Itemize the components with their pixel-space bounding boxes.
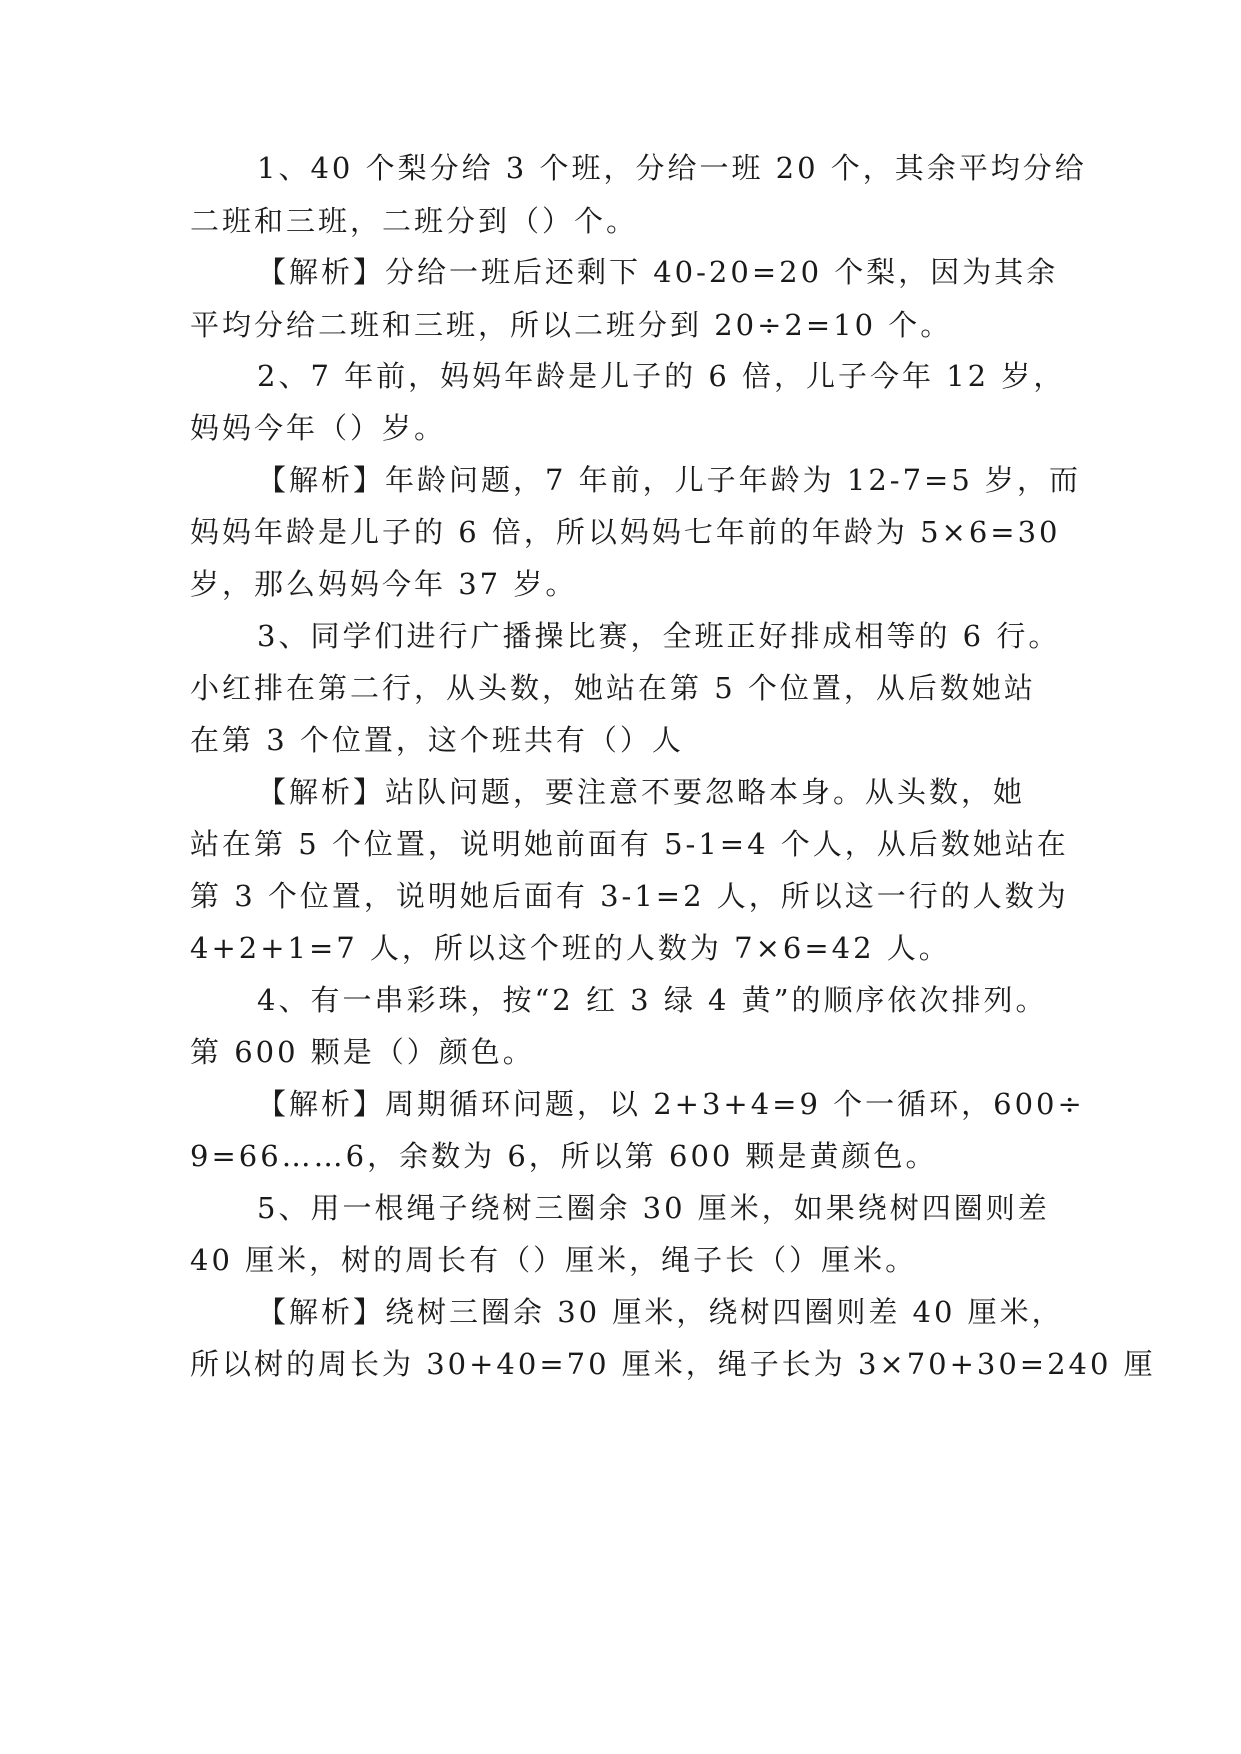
q3-line-3: 在第 3 个位置，这个班共有（）人 — [190, 723, 684, 757]
q4-analysis-line-1: 【解析】周期循环问题，以 2+3+4=9 个一循环，600÷ — [257, 1087, 1085, 1121]
q4-analysis-line-2: 9=66……6，余数为 6，所以第 600 颗是黄颜色。 — [190, 1139, 938, 1173]
q3-analysis-line-2: 站在第 5 个位置，说明她前面有 5-1=4 个人，从后数她站在 — [190, 827, 1069, 861]
q1-line-1: 1、40 个梨分给 3 个班，分给一班 20 个，其余平均分给 — [257, 151, 1087, 185]
q2-analysis-line-3: 岁，那么妈妈今年 37 岁。 — [190, 567, 578, 601]
q3-line-2: 小红排在第二行，从头数，她站在第 5 个位置，从后数她站 — [190, 671, 1036, 705]
q3-analysis-line-4: 4+2+1=7 人，所以这个班的人数为 7×6=42 人。 — [190, 931, 951, 965]
q5-analysis-line-1: 【解析】绕树三圈余 30 厘米，绕树四圈则差 40 厘米， — [257, 1295, 1064, 1329]
q3-line-1: 3、同学们进行广播操比赛，全班正好排成相等的 6 行。 — [257, 619, 1061, 653]
q2-line-2: 妈妈今年（）岁。 — [190, 411, 447, 445]
q2-analysis-line-2: 妈妈年龄是儿子的 6 倍，所以妈妈七年前的年龄为 5×6=30 — [190, 515, 1061, 549]
q1-analysis-line-1: 【解析】分给一班后还剩下 40-20=20 个梨，因为其余 — [257, 255, 1059, 289]
q1-analysis-line-2: 平均分给二班和三班，所以二班分到 20÷2=10 个。 — [190, 308, 953, 342]
q2-line-1: 2、7 年前，妈妈年龄是儿子的 6 倍，儿子今年 12 岁， — [257, 359, 1066, 393]
q5-analysis-line-2: 所以树的周长为 30+40=70 厘米，绳子长为 3×70+30=240 厘 — [190, 1347, 1156, 1381]
q5-line-2: 40 厘米，树的周长有（）厘米，绳子长（）厘米。 — [190, 1243, 918, 1277]
q5-line-1: 5、用一根绳子绕树三圈余 30 厘米，如果绕树四圈则差 — [257, 1191, 1050, 1225]
q3-analysis-line-3: 第 3 个位置，说明她后面有 3-1=2 人，所以这一行的人数为 — [190, 879, 1069, 913]
q3-analysis-line-1: 【解析】站队问题，要注意不要忽略本身。从头数，她 — [257, 775, 1026, 809]
q1-line-2: 二班和三班，二班分到（）个。 — [190, 204, 639, 238]
q2-analysis-line-1: 【解析】年龄问题，7 年前，儿子年龄为 12-7=5 岁，而 — [257, 463, 1082, 497]
q4-line-2: 第 600 颗是（）颜色。 — [190, 1035, 535, 1069]
q4-line-1: 4、有一串彩珠，按“2 红 3 绿 4 黄”的顺序依次排列。 — [257, 983, 1048, 1017]
